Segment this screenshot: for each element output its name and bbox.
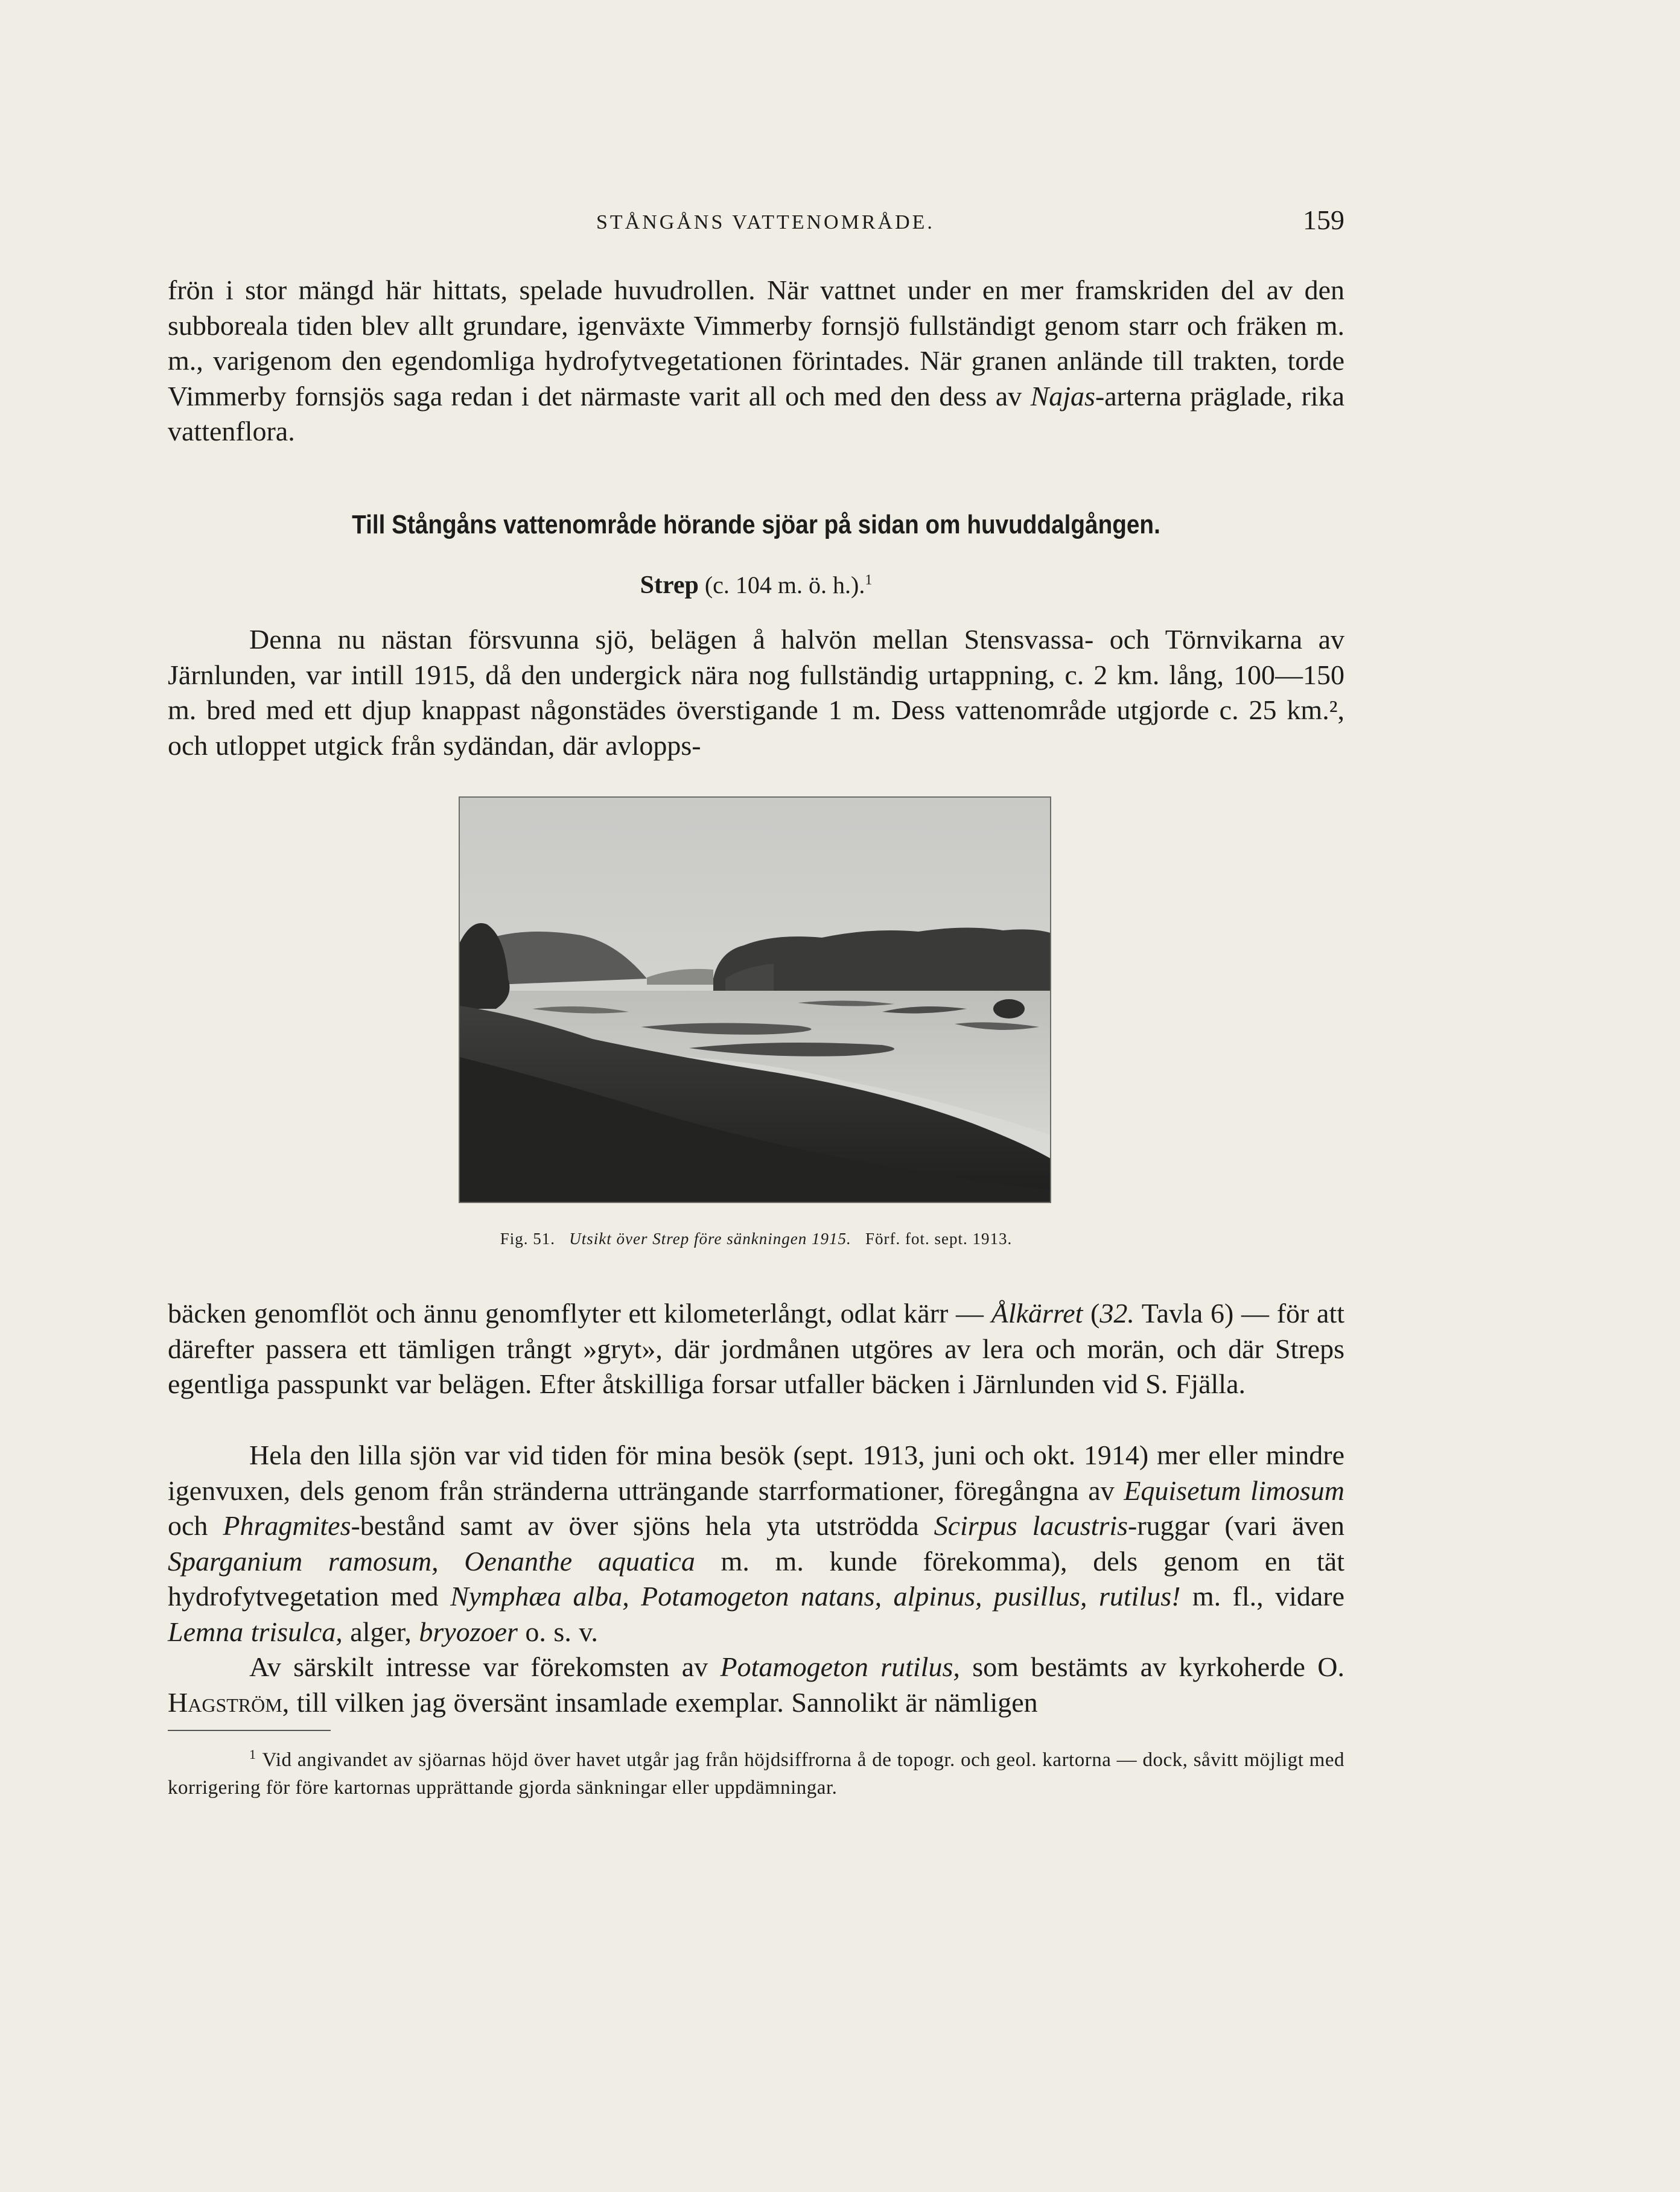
page-number: 159 — [1303, 205, 1344, 235]
text-run: m. m. kunde förekomma), dels genom en tät hydrofytvegetation med — [168, 1545, 1344, 1612]
italic-term: Scirpus lacustris — [934, 1510, 1128, 1541]
figure-credit: Förf. fot. sept. 1913. — [865, 1230, 1013, 1248]
lake-name: Strep — [640, 571, 699, 599]
paragraph-denna — [168, 622, 1344, 763]
figure-label: Fig. 51. — [500, 1230, 556, 1248]
italic-term: Nymphæa alba, Potamogeton natans, alpinus, pusillus, rutilus! — [450, 1581, 1181, 1612]
text-run: Hela den lilla sjön var vid tiden för mina besök (sept. 1913, juni och okt. 1914) mer eller mindre igenvuxen, dels genom från stränderna utträngande starrformationer, föregångna av — [168, 1440, 1344, 1506]
text-run: som bestämts av kyrkoherde O. — [959, 1651, 1344, 1682]
text-run: Tavla 6) — för att därefter passera ett tämligen trångt »gryt», där jordmånen utgöres av lera och morän, och där Streps egentliga passpunkt var belägen. Efter åtskilliga forsar utfaller bäcken i Järnlunden vid S. Fjälla. — [168, 1298, 1345, 1399]
text-run: -ruggar (vari även — [1128, 1510, 1344, 1541]
text-run: alger, — [342, 1616, 419, 1647]
text-run: m. fl., vidare — [1180, 1581, 1344, 1612]
footnote-divider — [168, 1730, 331, 1731]
author-name: Hagström — [168, 1686, 282, 1718]
text-run: Av särskilt intresse var förekomsten av — [249, 1651, 721, 1682]
section-heading: Till Stångåns vattenområde hörande sjöar på sidan om huvuddalgången. — [352, 510, 1160, 539]
text-run: -bestånd samt av över sjöns hela yta utströdda — [351, 1510, 934, 1541]
figure-photo — [459, 796, 1051, 1203]
figure-caption — [168, 1230, 1344, 1248]
paragraph-fron — [168, 273, 1344, 450]
text-run: Denna nu nästan försvunna sjö, belägen å halvön mellan Stensvassa- och Törnvikarna av Järnlunden, var intill 1915, då den undergick nära nog fullständig urtappning, c. 2 km. lång, 100—150 m. bred med ett djup knappast någonstädes överstigande 1 m. Dess vattenområde utgjorde c. 25 km.², och utloppet utgick från sydändan, där avlopps- — [168, 624, 1344, 761]
italic-term: Equisetum limosum — [1124, 1475, 1344, 1506]
paragraph-av — [168, 1650, 1344, 1720]
text-run: frön i stor mängd här hittats, spelade huvudrollen. När vattnet under en mer framskriden del av den subboreala tiden blev allt grundare, igenväxte Vimmerby fornsjö fullständigt genom starr och fräken m. m., varigenom den egendomliga hydrofytvegetationen förintades. När granen anlände till trakten, torde Vimmerby fornsjös saga redan i det närmaste varit all och med den dess av — [168, 275, 1344, 411]
italic-term: Najas — [1030, 380, 1095, 411]
footnote-mark: 1 — [249, 1747, 256, 1762]
lake-altitude: (c. 104 m. ö. h.). — [704, 571, 865, 599]
italic-term: Ålkärret — [991, 1298, 1083, 1329]
text-run: o. s. v. — [517, 1616, 598, 1647]
figure-title: Utsikt över Strep före sänkningen 1915. — [569, 1230, 851, 1248]
lake-photograph — [460, 798, 1051, 1203]
paragraph-backen — [168, 1296, 1344, 1402]
text-run: , till vilken jag översänt insamlade exemplar. Sannolikt är nämligen — [282, 1686, 1038, 1718]
footnote — [168, 1741, 1344, 1802]
italic-term: 32. — [1099, 1298, 1134, 1329]
italic-term: Lemna trisulca, — [168, 1616, 343, 1647]
paragraph-hela — [168, 1438, 1344, 1650]
italic-term: Phragmites — [223, 1510, 351, 1541]
lake-subheading — [168, 571, 1344, 600]
running-header — [168, 204, 1344, 240]
text-run: bäcken genomflöt och ännu genomflyter ett kilometerlångt, odlat kärr — — [168, 1298, 991, 1329]
italic-term: Sparganium ramosum, Oenanthe aquatica — [168, 1545, 695, 1577]
text-run: ( — [1083, 1298, 1100, 1329]
text-run: -arterna präglade, rika vattenflora. — [168, 380, 1344, 446]
running-title: STÅNGÅNS VATTENOMRÅDE. — [596, 211, 935, 233]
text-run: och — [168, 1510, 223, 1541]
footnote-reference: 1 — [865, 572, 873, 588]
footnote-text: Vid angivandet av sjöarnas höjd över havet utgår jag från höjdsiffrorna å de topogr. och geol. kartorna — dock, såvitt möjligt med korrigering för före kartornas upprättande gjorda sänkningar eller uppdämningar. — [168, 1749, 1344, 1799]
italic-term: bryozoer — [419, 1616, 518, 1647]
italic-term: Potamogeton rutilus, — [720, 1651, 960, 1682]
